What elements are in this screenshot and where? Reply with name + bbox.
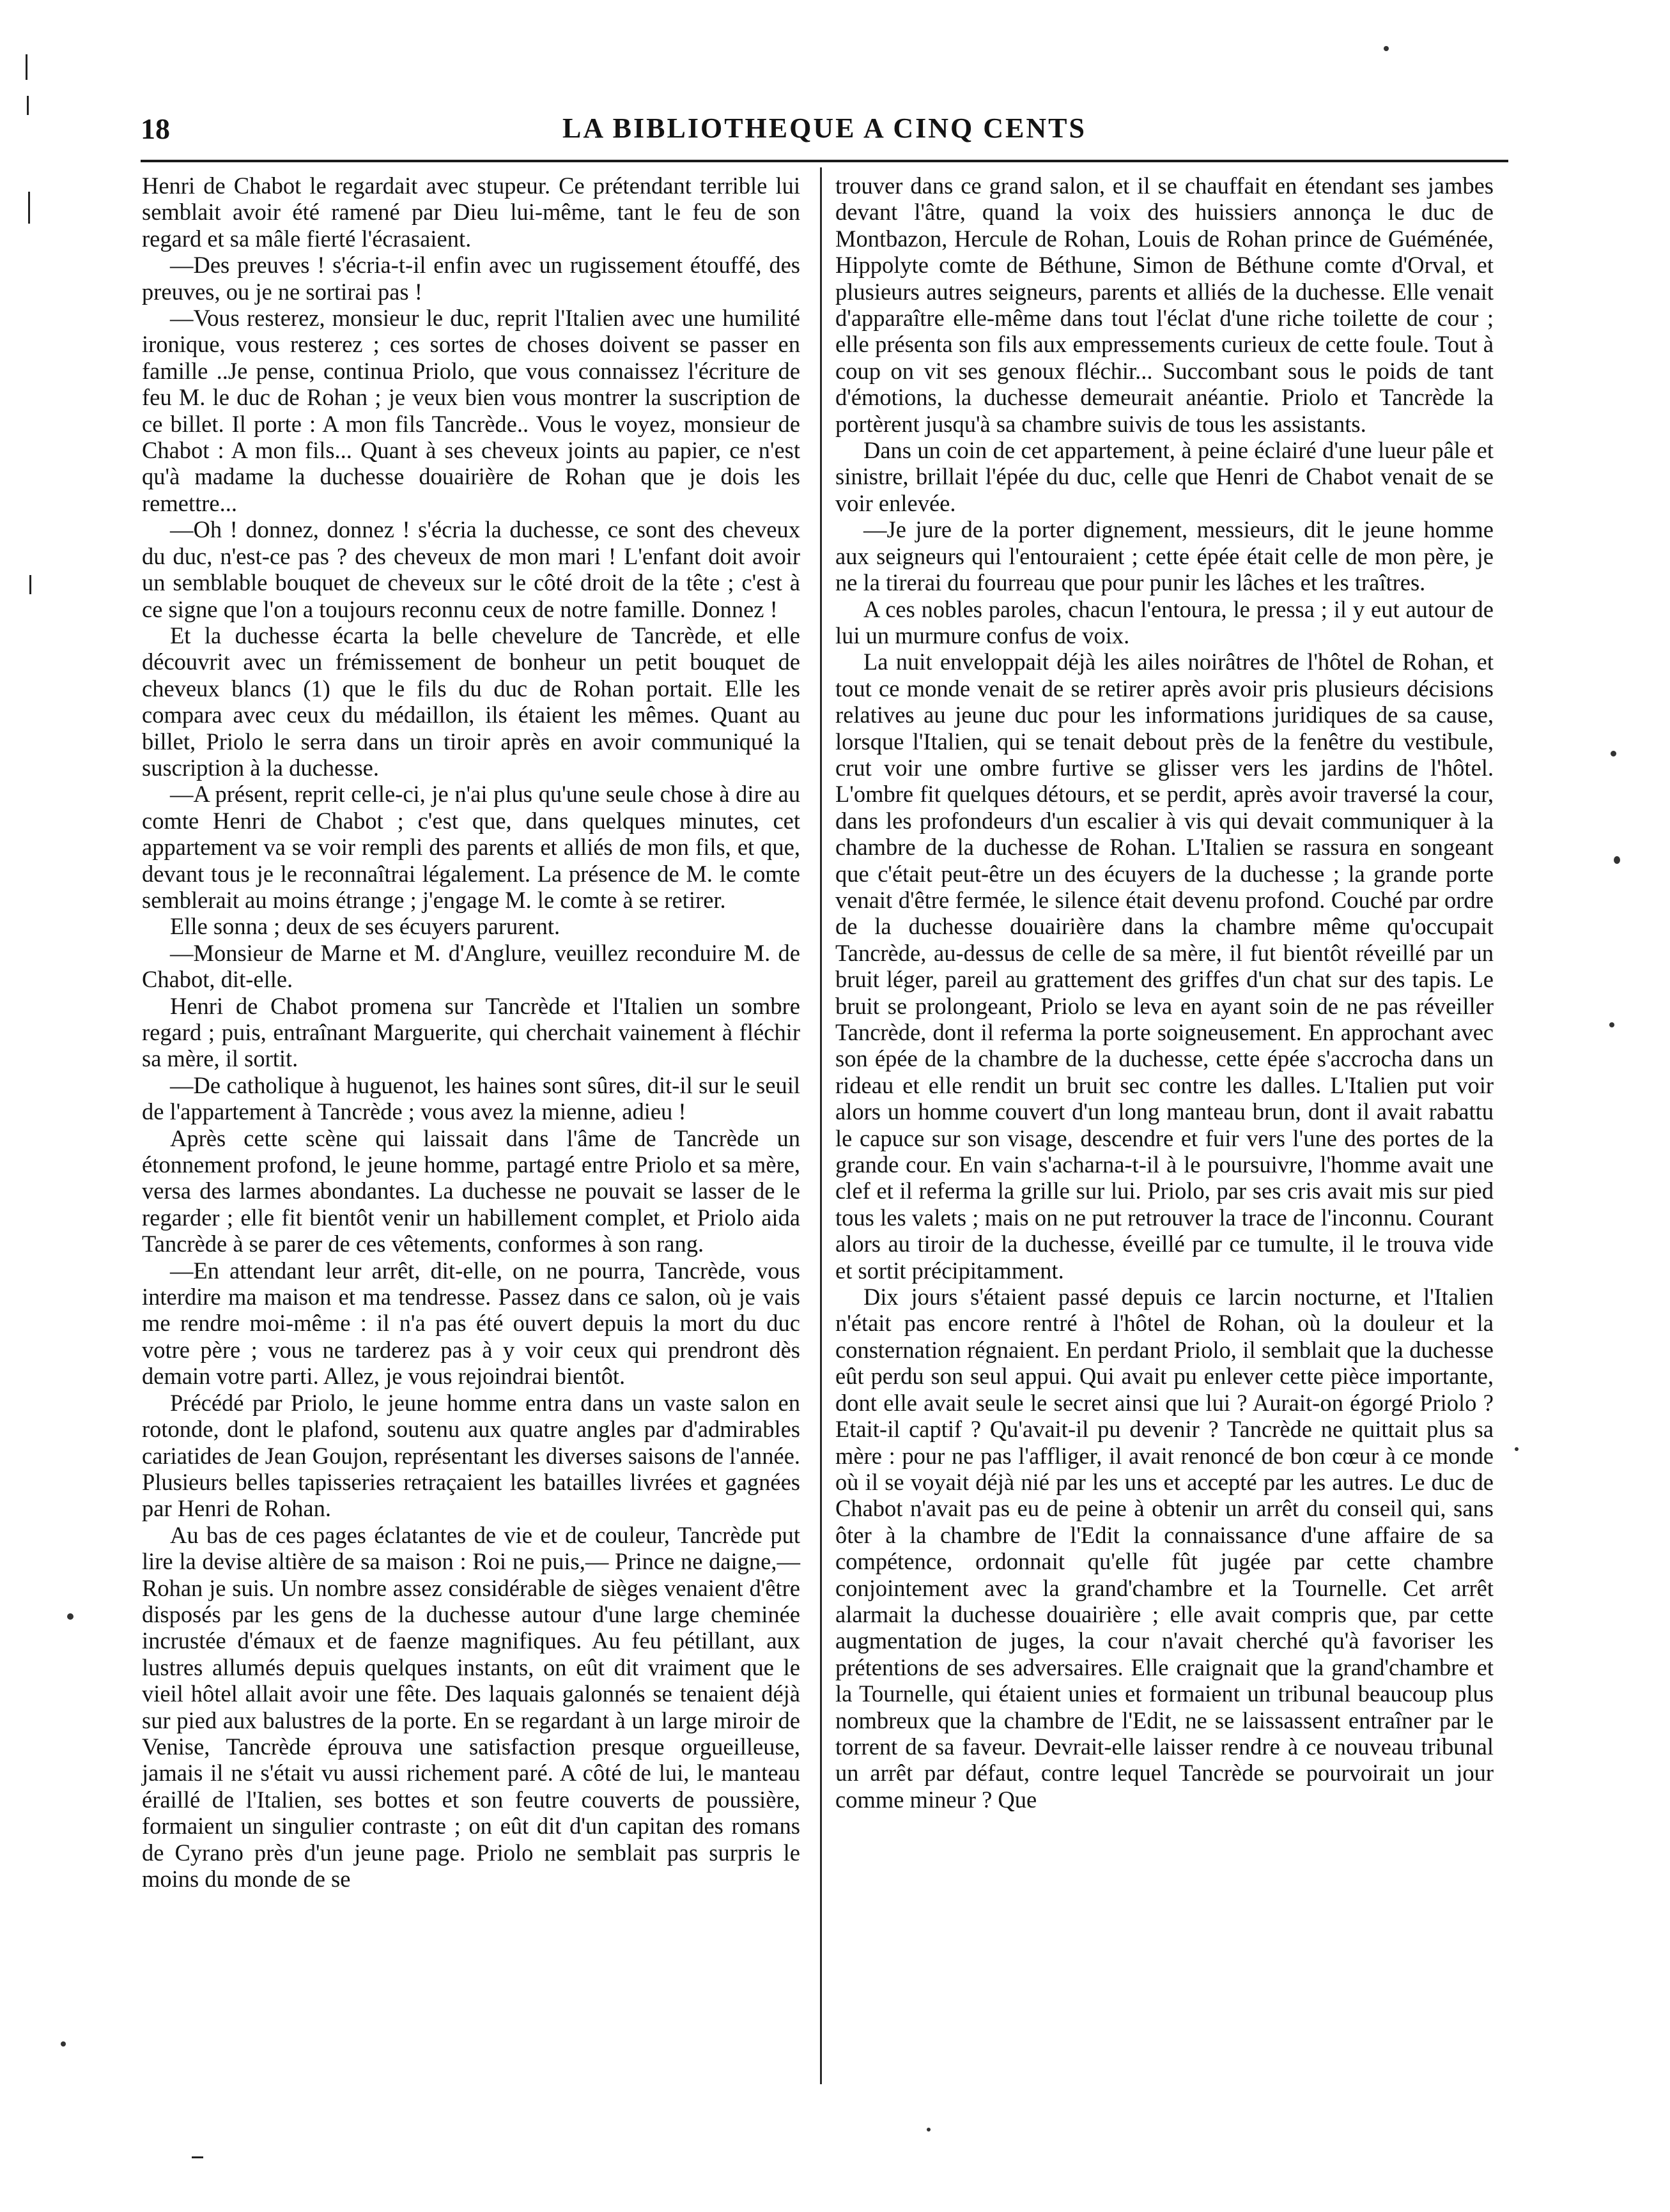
scan-margin-mark <box>26 54 27 80</box>
scan-speck <box>1609 1022 1614 1027</box>
paragraph: —Monsieur de Marne et M. d'Anglure, veuillez reconduire M. de Chabot, dit-elle. <box>142 939 800 993</box>
scan-speck <box>1384 46 1389 51</box>
scan-speck <box>67 1613 73 1620</box>
paragraph: —Oh ! donnez, donnez ! s'écria la duchesse, ce sont des cheveux du duc, n'est-ce pas ? des cheveux de mon mari ! L'enfant doit avoir un semblable bouquet de cheveux sur le côté droit de la tête ; c'est à ce signe que l'on a toujours reconnu ceux de notre famille. Donnez ! <box>142 516 800 622</box>
page-number: 18 <box>141 112 170 145</box>
scan-speck <box>1614 856 1620 864</box>
paragraph: Henri de Chabot le regardait avec stupeur. Ce prétendant terrible lui semblait avoir été ramené par Dieu lui-même, tant le feu de son regard et sa mâle fierté l'écrasaient. <box>142 173 800 252</box>
scan-speck <box>1515 1447 1519 1451</box>
paragraph: —A présent, reprit celle-ci, je n'ai plus qu'une seule chose à dire au comte Henri de Chabot ; c'est que, dans quelques minutes, cet appartement va se voir rempli des parents et alliés de mon fils, et que, devant tous je le reconnaîtrai légalement. La présence de M. le comte semblerait au moins étrange ; j'engage M. le comte à se retirer. <box>142 781 800 913</box>
scan-margin-mark <box>28 192 30 224</box>
column-divider <box>820 167 822 2084</box>
running-title: LA BIBLIOTHEQUE A CINQ CENTS <box>562 112 1086 144</box>
scan-margin-mark <box>192 2156 203 2158</box>
scan-margin-mark <box>29 575 31 594</box>
scan-speck <box>927 2128 931 2131</box>
paragraph: —En attendant leur arrêt, dit-elle, on ne pourra, Tancrède, vous interdire ma maison et ma tendresse. Passez dans ce salon, où je vais me rendre moi-même : il n'a pas été ouvert depuis la mort du duc votre père ; vous ne tarderez pas à y voir ceux qui prendront dès demain votre parti. Allez, je vous rejoindrai bientôt. <box>142 1257 800 1390</box>
paragraph: —De catholique à huguenot, les haines sont sûres, dit-il sur le seuil de l'appartement à Tancrède ; vous avez la mienne, adieu ! <box>142 1071 800 1125</box>
paragraph: —Des preuves ! s'écria-t-il enfin avec un rugissement étouffé, des preuves, ou je ne sortirai pas ! <box>142 252 800 305</box>
header-rule <box>141 160 1508 162</box>
paragraph: trouver dans ce grand salon, et il se chauffait en étendant ses jambes devant l'âtre, quand la voix des huissiers annonça le duc de Montbazon, Hercule de Rohan, Louis de Rohan prince de Guéménée, Hippolyte comte de Béthune, Simon de Béthune comte d'Orval, et plusieurs autres seigneurs, parents et alliés de la duchesse. Elle venait d'apparaître elle-même dans tout l'éclat d'une riche toilette de cour ; elle présenta son fils aux empressements curieux de cette foule. Tout à coup on vit ses genoux fléchir... Succombant sous le poids de tant d'émotions, la duchesse demeurait anéantie. Priolo et Tancrède la portèrent jusqu'à sa chambre suivis de tous les assistants. <box>835 173 1494 437</box>
paragraph: Elle sonna ; deux de ses écuyers parurent. <box>170 913 561 940</box>
paragraph: A ces nobles paroles, chacun l'entoura, le pressa ; il y eut autour de lui un murmure confus de voix. <box>835 595 1494 649</box>
paragraph: —Vous resterez, monsieur le duc, reprit l'Italien avec une humilité ironique, vous resterez ; ces sortes de choses doivent se passer en famille ..Je pense, continua Priolo, que vous connaissez l'écriture de feu M. le duc de Rohan ; je veux bien vous montrer la suscription de ce billet. Il porte : A mon fils Tancrède.. Vous le voyez, monsieur de Chabot : A mon fils... Quant à ses cheveux joints au papier, ce n'est qu'à madame la duchesse douairière de Rohan que je dois les remettre... <box>142 305 800 516</box>
paragraph: Précédé par Priolo, le jeune homme entra dans un vaste salon en rotonde, dont le plafond, soutenu aux quatre angles par d'admirables cariatides de Jean Goujon, représentant les diverses saisons de l'année. Plusieurs belles tapisseries retraçaient les batailles livrées et gagnées par Henri de Rohan. <box>142 1389 800 1522</box>
paragraph: Au bas de ces pages éclatantes de vie et de couleur, Tancrède put lire la devise altière de sa maison : Roi ne puis,— Prince ne daigne,—Rohan je suis. Un nombre assez considérable de sièges venaient d'être disposés par les gens de la duchesse autour d'une large cheminée incrustée d'émaux et de faenze magnifiques. Au feu pétillant, aux lustres allumés depuis quelques instants, on eût dit vraiment que le vieil hôtel allait avoir une fête. Des laquais galonnés se tenaient déjà sur pied aux balustres de la porte. En se regardant à un large miroir de Venise, Tancrède éprouva une satisfaction presque orgueilleuse, jamais il ne s'était vu aussi richement paré. A côté de lui, le manteau éraillé de l'Italien, ses bottes et son feutre couverts de poussière, formaient un singulier contraste ; on eût dit d'un capitan des romans de Cyrano près d'un jeune page. Priolo ne semblait pas surpris le moins du monde de se <box>142 1521 800 1892</box>
paragraph: Dans un coin de cet appartement, à peine éclairé d'une lueur pâle et sinistre, brillait l'épée du duc, celle que Henri de Chabot venait de se voir enlevée. <box>835 437 1494 516</box>
right-column <box>835 173 1494 1813</box>
scan-speck <box>61 2041 66 2047</box>
scan-speck <box>1611 751 1616 757</box>
page-header <box>141 112 1508 150</box>
scan-margin-mark <box>27 96 29 115</box>
paragraph: Henri de Chabot promena sur Tancrède et l'Italien un sombre regard ; puis, entraînant Marguerite, qui cherchait vainement à fléchir sa mère, il sortit. <box>142 992 800 1072</box>
paragraph: —Je jure de la porter dignement, messieurs, dit le jeune homme aux seigneurs qui l'entouraient ; cette épée était celle de mon père, je ne la tirerai du fourreau que pour punir les lâches et les traîtres. <box>835 516 1494 596</box>
left-column <box>142 173 800 1892</box>
paragraph: La nuit enveloppait déjà les ailes noirâtres de l'hôtel de Rohan, et tout ce monde venait de se retirer après avoir pris plusieurs décisions relatives au jeune duc pour les informations juridiques de sa cause, lorsque l'Italien, qui se tenait debout près de la fenêtre du vestibule, crut voir une ombre furtive se glisser vers les jardins de l'hôtel. L'ombre fit quelques détours, et se perdit, après avoir traversé la cour, dans les profondeurs d'un escalier à vis qui devait communiquer à la chambre de la duchesse de Rohan. L'Italien se rassura en songeant que c'était peut-être un des écuyers de la duchesse ; la grande porte venait d'être fermée, le silence était devenu profond. Couché par ordre de la duchesse douairière dans la chambre même qu'occupait Tancrède, au-dessus de celle de sa mère, il fut bientôt réveillé par un bruit léger, pareil au grattement des griffes d'un chat sur des tapis. Le bruit se prolongeant, Priolo se leva en ayant soin de ne pas réveiller Tancrède, dont il referma la porte soigneusement. En approchant avec son épée de la chambre de la duchesse, cette épée s'accrocha dans un rideau et elle rendit un bruit sec contre les dalles. L'Italien put voir alors un homme couvert d'un long manteau brun, dont il avait rabattu le capuce sur son visage, descendre et fuir vers l'une des portes de la grande cour. En vain s'acharna-t-il à le poursuivre, l'homme avait une clef et il referma la grille sur lui. Priolo, par ses cris avait mis sur pied tous les valets ; mais on ne put retrouver la trace de l'inconnu. Courant alors au tiroir de la duchesse, éveillé par ce tumulte, il le trouva vide et sortit précipitamment. <box>835 649 1494 1284</box>
paragraph: Et la duchesse écarta la belle chevelure de Tancrède, et elle découvrit avec un frémissement de bonheur un petit bouquet de cheveux blancs (1) que le fils du duc de Rohan portait. Elle les compara avec ceux du médaillon, ils étaient les mêmes. Quant au billet, Priolo le serra dans un tiroir après en avoir communiqué la suscription à la duchesse. <box>142 622 800 781</box>
paragraph: Après cette scène qui laissait dans l'âme de Tancrède un étonnement profond, le jeune homme, partagé entre Priolo et sa mère, versa des larmes abondantes. La duchesse ne pouvait se lasser de le regarder ; elle fit bientôt venir un habillement complet, et Priolo aida Tancrède à se parer de ces vêtements, conformes à son rang. <box>142 1125 800 1257</box>
paragraph: Dix jours s'étaient passé depuis ce larcin nocturne, et l'Italien n'était pas encore rentré à l'hôtel de Rohan, où la douleur et la consternation régnaient. En perdant Priolo, il semblait que la duchesse eût perdu son seul appui. Qui avait pu enlever cette pièce importante, dont elle avait seule le secret ainsi que lui ? Aurait-on égorgé Priolo ? Etait-il captif ? Qu'avait-il pu devenir ? Tancrède ne quittait plus sa mère : pour ne pas l'affliger, il avait renoncé de bon cœur à ce monde où il se voyait déjà nié par les uns et accepté par les autres. Le duc de Chabot n'avait pas eu de peine à obtenir un arrêt du conseil qui, sans ôter à la chambre de l'Edit la connaissance d'une affaire de sa compétence, ordonnait qu'elle fût jugée par cette chambre conjointement avec la grand'chambre et la Tournelle. Cet arrêt alarmait la duchesse douairière ; elle avait compris que, par cette augmentation de juges, la cour n'avait cherché qu'à favoriser les prétentions de ses adversaires. Elle craignait que la grand'chambre et la Tournelle, qui étaient unies et formaient un tribunal beaucoup plus nombreux que la chambre de l'Edit, ne se laissassent entraîner par le torrent de sa faveur. Devrait-elle laisser rendre à ce nouveau tribunal un arrêt par défaut, contre lequel Tancrède se pourvoirait un jour comme mineur ? Que <box>835 1284 1494 1813</box>
